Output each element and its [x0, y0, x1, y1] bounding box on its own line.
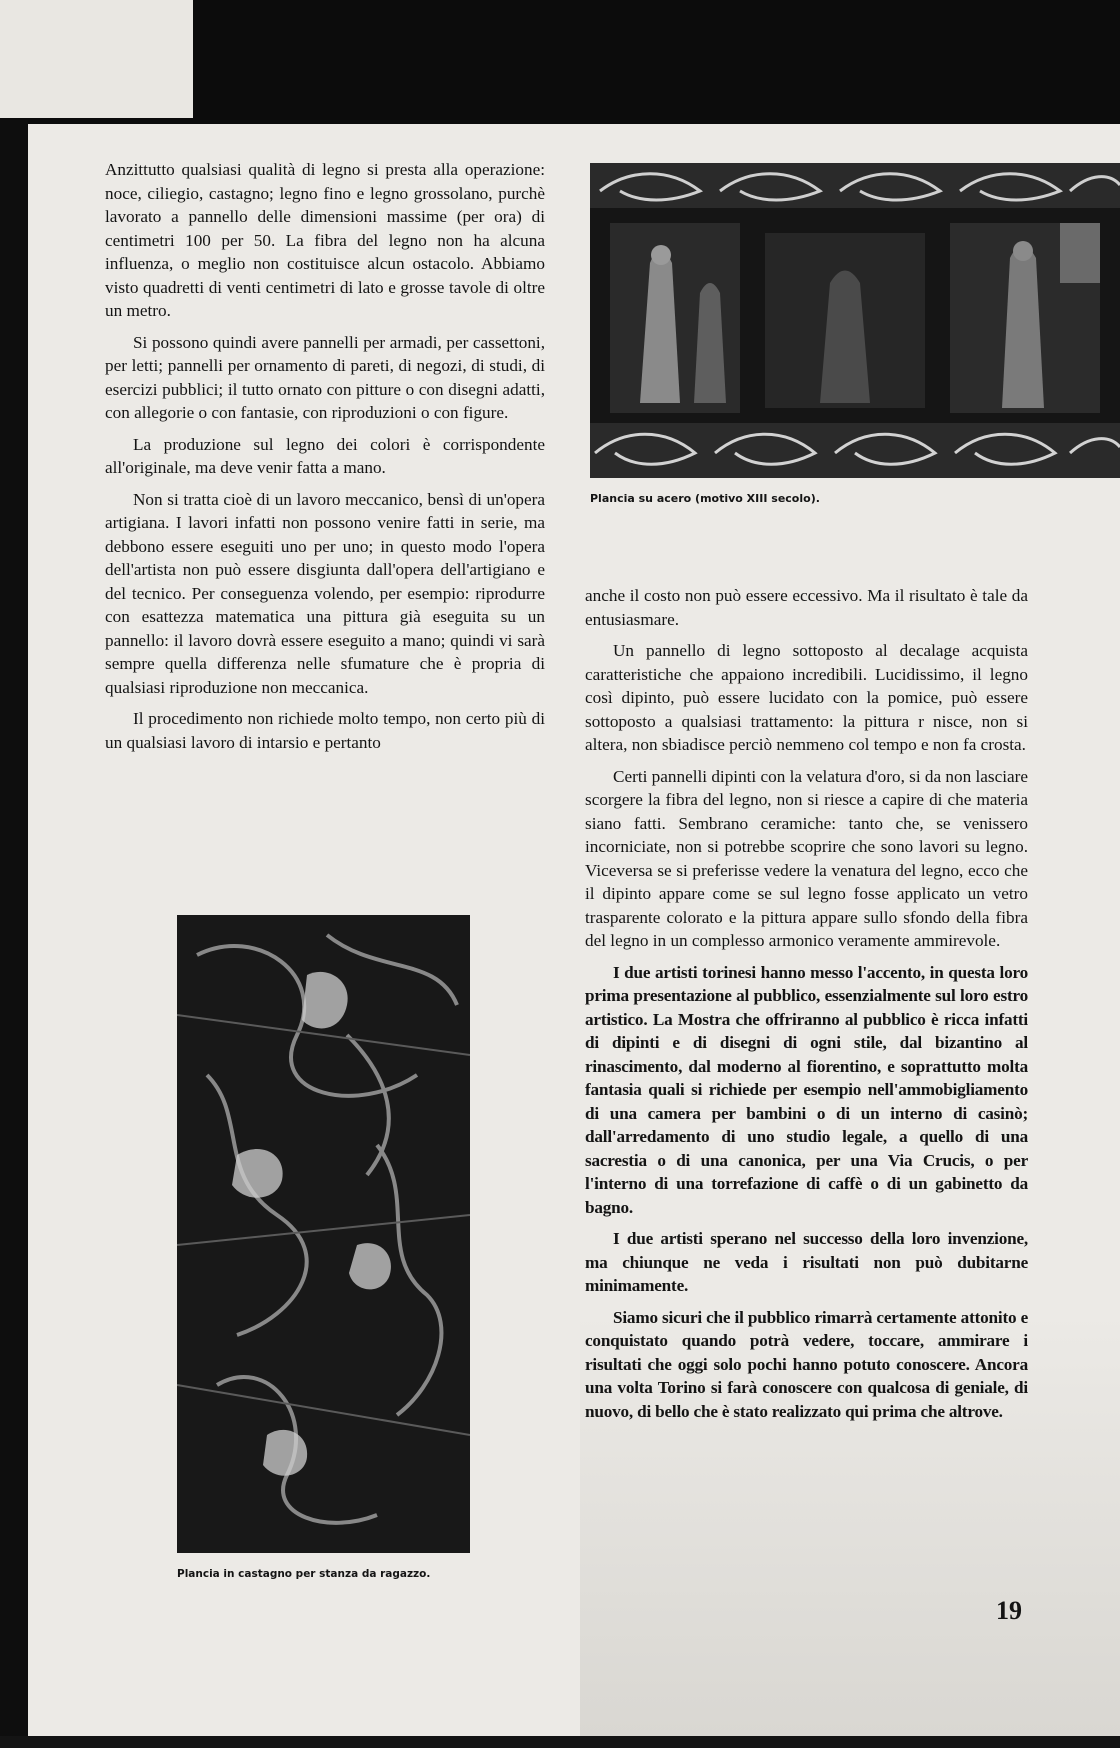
paragraph: Si possono quindi avere pannelli per armadi, per cassettoni, per letti; pannelli per ornamento di pareti, di negozi, di studi, di esercizi pubblici; il tutto ornato con pitture o con disegni adatti, con allegorie o con fantasie, con riproduzioni o con figure.: [105, 332, 545, 422]
paragraph: Un pannello di legno sottoposto al decalage acquista caratteristiche che appaiono incredibili. Lucidissimo, il legno così dipinto, può essere lucidato con la pomice, può essere sottoposto a qualsiasi trattamento: la pittura r nisce, non si altera, non sbiadisce perciò nemmeno col tempo e non fa crosta.: [585, 641, 1028, 754]
paragraph: Il procedimento non richiede molto tempo, non certo più di un qualsiasi lavoro di intarsio e pertanto: [105, 709, 545, 752]
plate-chestnut-illustration: [177, 915, 470, 1553]
paragraph: La produzione sul legno dei colori è corrispondente all'originale, ma deve venir fatta a mano.: [105, 434, 545, 477]
paragraph: I due artisti sperano nel successo della loro invenzione, ma chiunque ne veda i risultati non può dubitarne minimamente.: [585, 1229, 1028, 1295]
paragraph: Certi pannelli dipinti con la velatura d'oro, si da non lasciare scorgere la fibra del legno, non si riesce a capire di che materia siano fatti. Sembrano ceramiche: tanto che, se venissero incorniciate, non si potrebbe scoprire che sono lavori su legno. Viceversa se si preferisse vedere la venatura del legno, ecco che il dipinto appare come se sul legno fosse applicato un vetro trasparente colorato e la pittura appare sullo sfondo della fibra del legno in un complesso armonico veramente ammirevole.: [585, 766, 1028, 950]
paragraph: Non si tratta cioè di un lavoro meccanico, bensì di un'opera artigiana. I lavori infatti non possono venire fatti in serie, ma debbono essere eseguiti uno per uno; in questo modo l'opera dell'artista non può essere disgiunta dall'opera dell'artigiano e del tecnico. Per conseguenza volendo, per esempio: riprodurre con esattezza matematica una pittura già eseguita su un pannello: il lavoro dovrà essere eseguito a mano; quindi vi sarà sempre quella differenza nelle sfumature che è propria di qualsiasi riproduzione non meccanica.: [105, 489, 545, 697]
left-text-column: [105, 158, 545, 762]
paragraph: Siamo sicuri che il pubblico rimarrà certamente attonito e conquistato quando potrà vedere, toccare, ammirare i risultati che oggi solo pochi hanno potuto conoscere. Ancora una volta Torino si farà conoscere con qualcosa di geniale, di nuovo, di bello che è stato realizzato qui prima che altrove.: [585, 1307, 1028, 1421]
left-dark-bar: [0, 120, 28, 1748]
caption-top-plate: Plancia su acero (motivo XIII secolo).: [590, 492, 820, 505]
plate-chestnut-image: [177, 915, 470, 1553]
paragraph: anche il costo non può essere eccessivo. Ma il risultato è tale da entusiasmare.: [585, 586, 1028, 629]
top-dark-band: [193, 0, 1120, 120]
caption-left-plate: Plancia in castagno per stanza da ragazzo.: [177, 1568, 431, 1580]
bottom-dark-band: [0, 1736, 1120, 1748]
page-number: 19: [996, 1596, 1022, 1625]
paragraph: I due artisti torinesi hanno messo l'accento, in questa loro prima presentazione al pubblico, essenzialmente sul loro estro artistico. La Mostra che offriranno al pubblico è ricca infatti di dipinti e di disegni di ogni stile, dal bizantino al rinascimento, dal moderno al fiorentino, e soprattutto molta fantasia quali si richiede per esempio nell'ammobigliamento di una camera per bambini o di un interno di casinò; dall'arredamento di uno studio legale, a quello di una sacrestia o di una canonica, per una Via Crucis, o per l'interno di una torrefazione di caffè o di un gabinetto da bagno.: [585, 962, 1028, 1217]
paragraph: Anzittutto qualsiasi qualità di legno si presta alla operazione: noce, ciliegio, castagno; legno fino e legno grossolano, purchè lavorato a pannello delle dimensioni massime (per ora) di centimetri 100 per 50. La fibra del legno non ha alcuna influenza, o meglio non costituisce alcun ostacolo. Abbiamo visto quadretti di venti centimetri di lato e grosse tavole di oltre un metro.: [105, 160, 545, 320]
right-text-column: [585, 584, 1028, 1431]
plate-maple-illustration: [590, 163, 1120, 478]
plate-maple-image: [590, 163, 1120, 478]
